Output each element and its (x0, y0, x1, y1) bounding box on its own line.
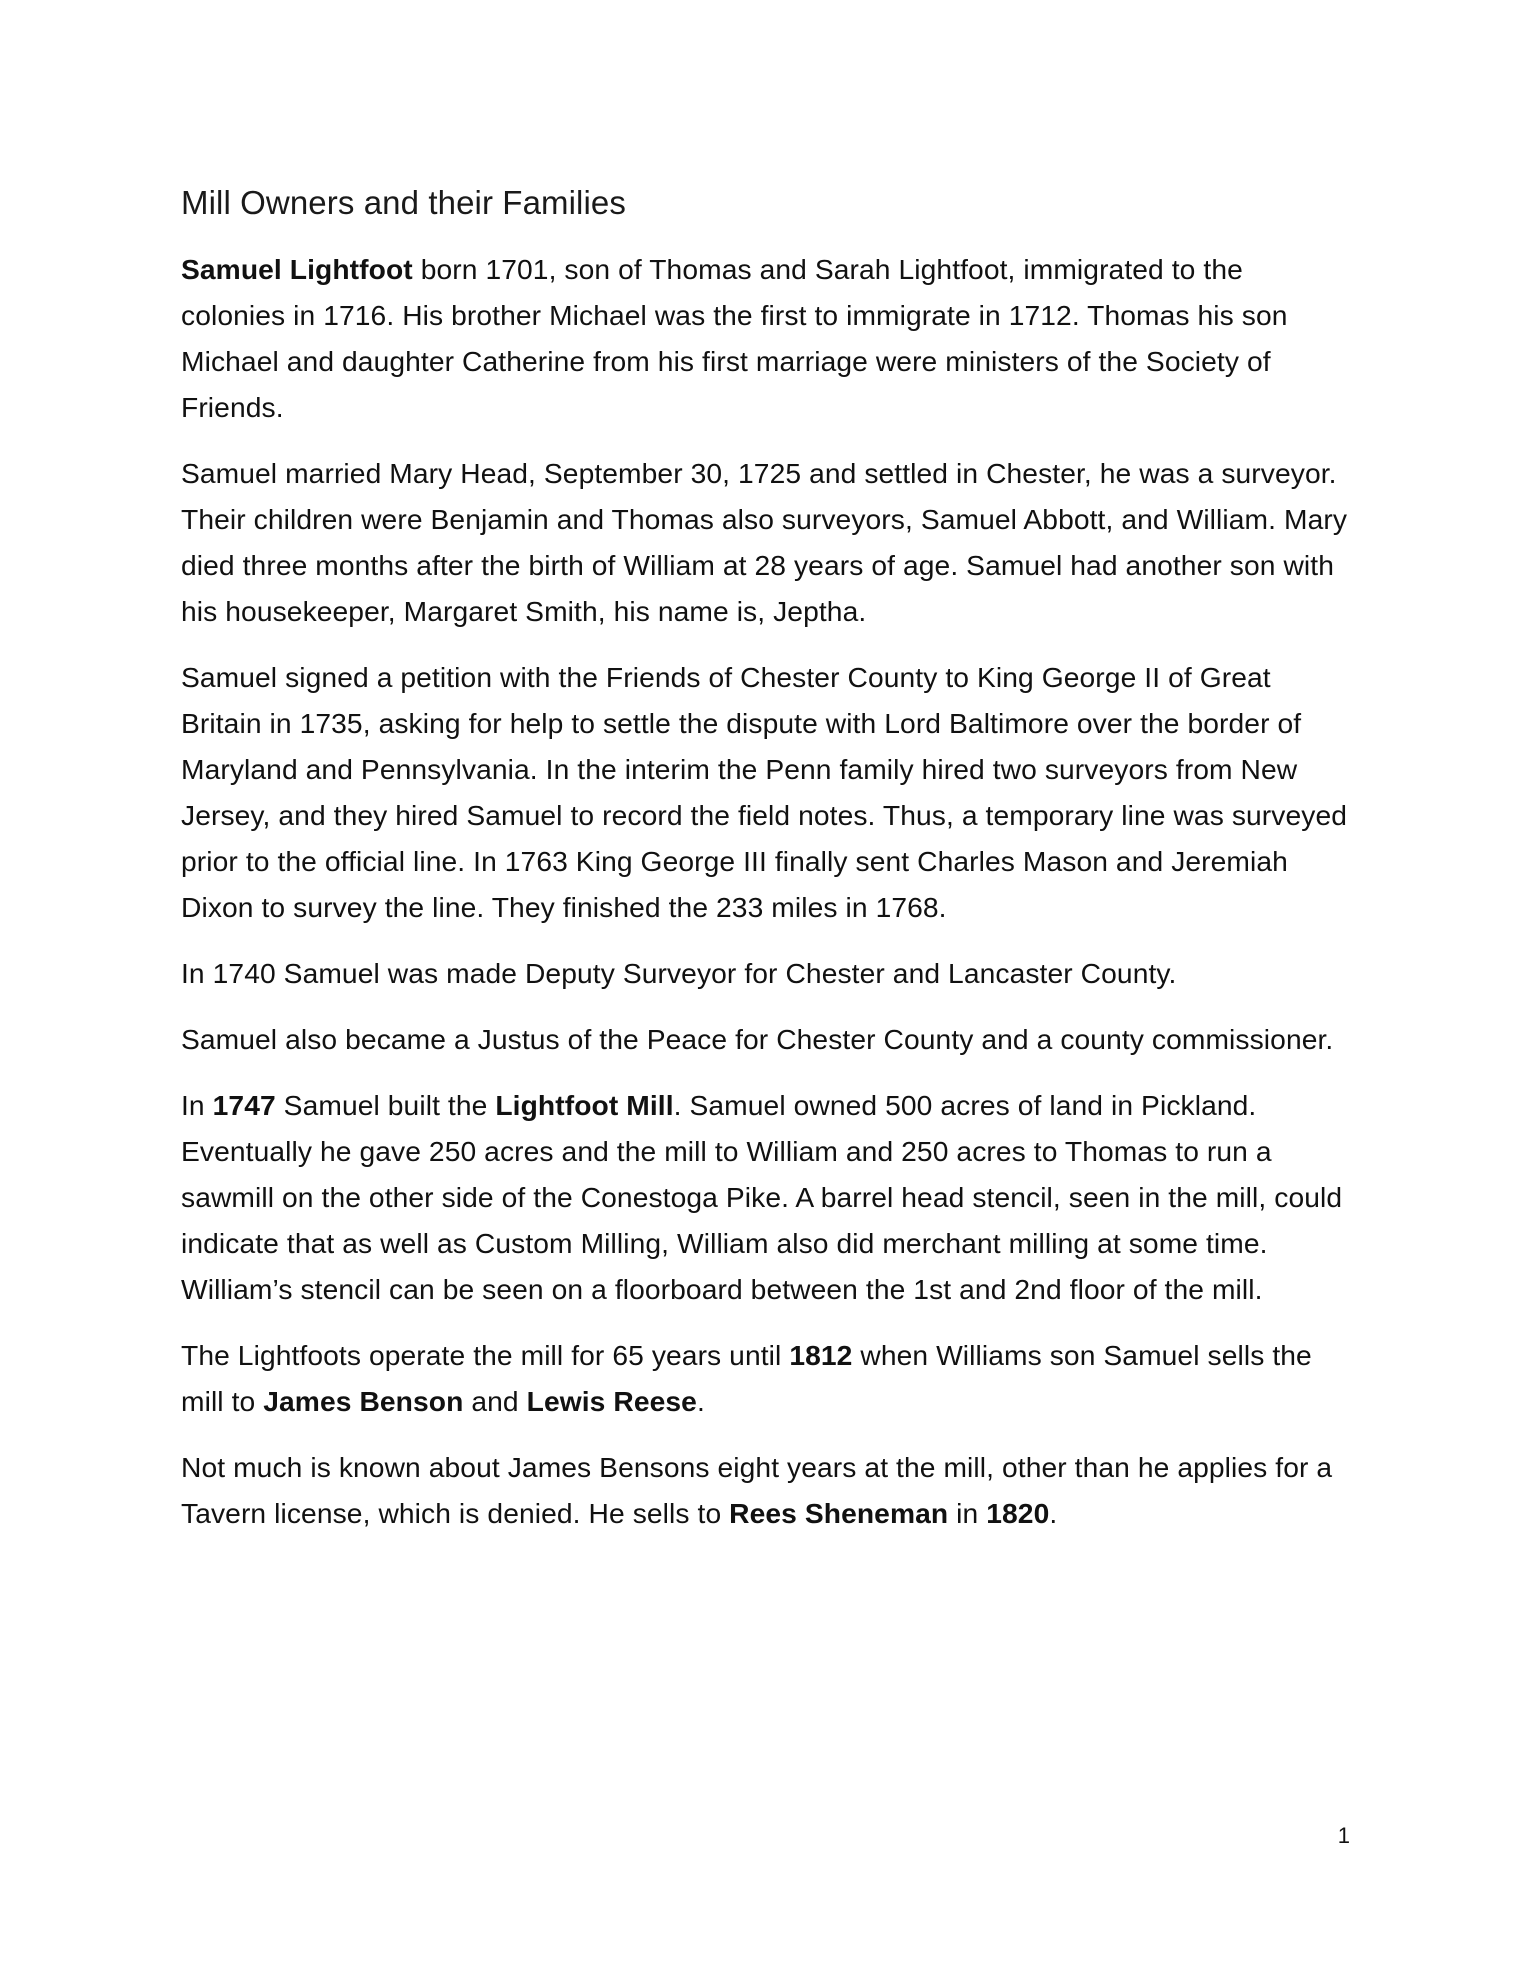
paragraph-text: and (463, 1385, 527, 1417)
bold-name-samuel-lightfoot: Samuel Lightfoot (181, 253, 413, 285)
paragraph-text: The Lightfoots operate the mill for 65 years until (181, 1339, 790, 1371)
bold-year-1820: 1820 (986, 1497, 1050, 1529)
page-number: 1 (1337, 1823, 1350, 1848)
bold-year-1747: 1747 (212, 1089, 276, 1121)
paragraph-lightfoot-mill (181, 1082, 1351, 1312)
paragraph-text: born 1701, son of Thomas and Sarah Lightfoot, immigrated to the colonies in 1716. His brother Michael was the first to immigrate in 1712. Thomas his son Michael and daughter Catherine from his first marriage were ministers of the Society of Friends. (181, 253, 1288, 423)
paragraph-text: Not much is known about James Bensons eight years at the mill, other than he applies for a Tavern license, which is denied. He sells to (181, 1451, 1333, 1529)
paragraph-text: . (696, 1385, 705, 1417)
bold-name-lewis-reese: Lewis Reese (526, 1385, 697, 1417)
paragraph-text: Samuel built the (275, 1089, 496, 1121)
paragraph-petition: Samuel signed a petition with the Friends of Chester County to King George II of Great Britain in 1735, asking for help to settle the dispute with Lord Baltimore over the border of Maryland and Pennsylvania. In the interim the Penn family hired two surveyors from New Jersey, and they hired Samuel to record the field notes. Thus, a temporary line was surveyed prior to the official line. In 1763 King George III finally sent Charles Mason and Jeremiah Dixon to survey the line. They finished the 233 miles in 1768. (181, 661, 1348, 923)
paragraph-text: in (948, 1497, 987, 1529)
bold-year-1812: 1812 (789, 1339, 853, 1371)
paragraph-samuel-intro (181, 246, 1351, 430)
paragraph-text: . Samuel owned 500 acres of land in Pickland. Eventually he gave 250 acres and the mill to William and 250 acres to Thomas to run a sawmill on the other side of the Conestoga Pike. A barrel head stencil, seen in the mill, could indicate that as well as Custom Milling, William also did merchant milling at some time. William’s stencil can be seen on a floorboard between the 1st and 2nd floor of the mill. (181, 1089, 1343, 1305)
paragraph-text: when Williams son Samuel sells the mill to (181, 1339, 1312, 1417)
paragraph-james-benson (181, 1444, 1351, 1536)
paragraph-text: . (1049, 1497, 1058, 1529)
bold-name-rees-sheneman: Rees Sheneman (729, 1497, 949, 1529)
paragraph-text: In (181, 1089, 213, 1121)
paragraph-samuel-marriage: Samuel married Mary Head, September 30, 1725 and settled in Chester, he was a surveyor. Their children were Benjamin and Thomas also surveyors, Samuel Abbott, and William. Mary died three months after the birth of William at 28 years of age. Samuel had another son with his housekeeper, Margaret Smith, his name is, Jeptha. (181, 457, 1348, 627)
document-body (181, 180, 1351, 1556)
paragraph-justice-of-peace: Samuel also became a Justus of the Peace for Chester County and a county commissioner. (181, 1023, 1334, 1055)
paragraph-mill-sale-1812 (181, 1332, 1351, 1424)
paragraph-deputy-surveyor: In 1740 Samuel was made Deputy Surveyor for Chester and Lancaster County. (181, 957, 1177, 989)
bold-name-james-benson: James Benson (263, 1385, 464, 1417)
document-title: Mill Owners and their Families (181, 184, 626, 221)
bold-lightfoot-mill: Lightfoot Mill (495, 1089, 674, 1121)
